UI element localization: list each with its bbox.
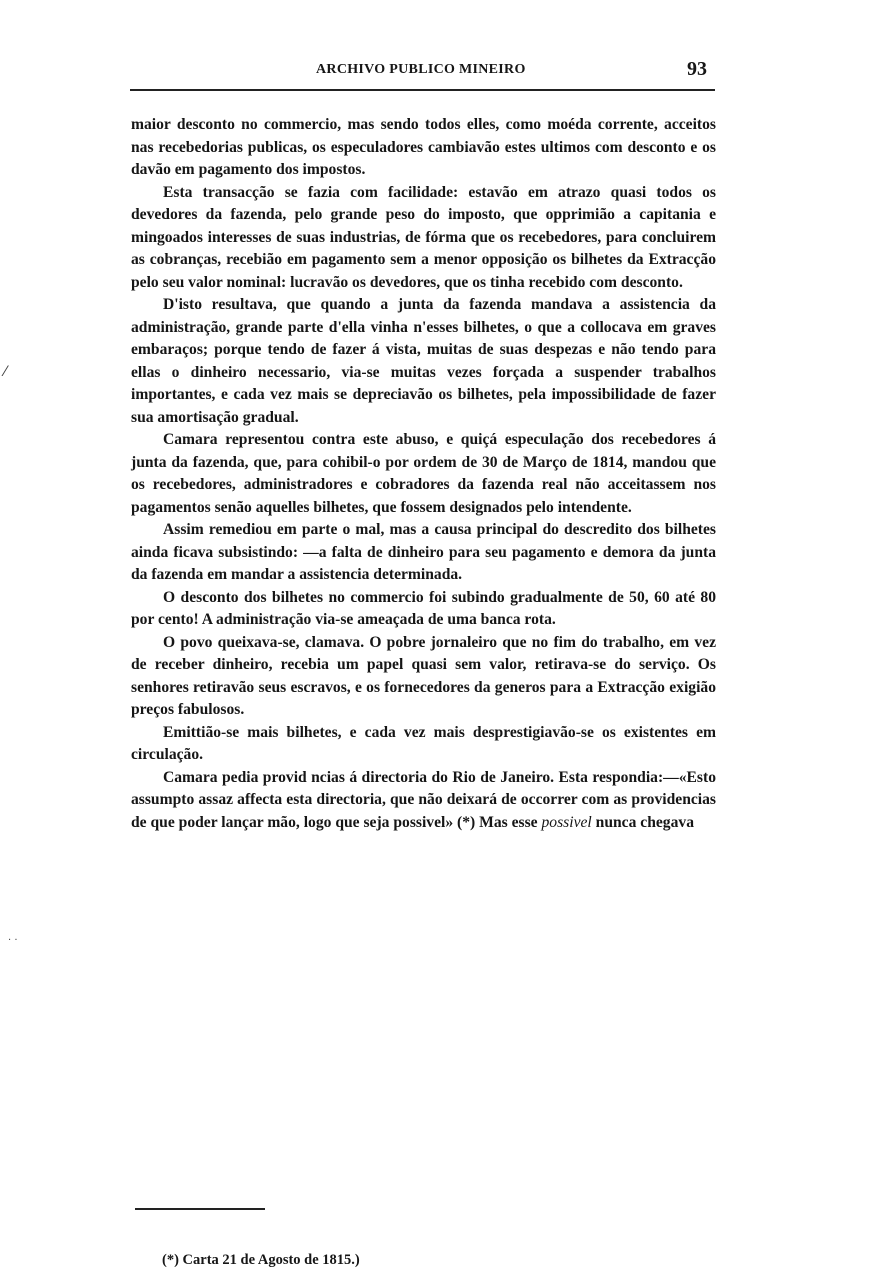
paragraph: O povo queixava-se, clamava. O pobre jornaleiro que no fim do trabalho, em vez de receber dinheiro, recebia um papel quasi sem valor, retirava-se do serviço. Os senhores retiravão seus escravos, e os fornecedores da generos para a Extracção exigião preços fabulosos. [131,633,716,718]
paragraph-text: Camara pedia provid ncias á directoria do Rio de Janeiro. Esta respondia:—«Esto assumpto assaz affecta esta directoria, que não deixará de occorrer com as providencias de que poder lançar mão, logo que seja possivel» (*) Mas esse [131,768,716,831]
footnote-rule [135,1208,265,1210]
paragraph: Emittião-se mais bilhetes, e cada vez mais desprestigiavão-se os existentes em circulação. [131,723,716,763]
paragraph-last [131,767,716,835]
paragraph: O desconto dos bilhetes no commercio foi subindo gradualmente de 50, 60 até 80 por cento! A administração via-se ameaçada de uma banca rota. [131,588,716,628]
page-header [130,58,715,84]
emphasis-text: possivel [541,813,592,831]
body-text [131,114,716,834]
margin-mark: · · [8,935,18,946]
page-number: 93 [687,58,707,80]
margin-mark: ⁄ [4,364,7,380]
paragraph: Camara representou contra este abuso, e quiçá especulação dos recebedores á junta da fazenda, que, para cohibil-o por ordem de 30 de Março de 1814, mandou que os recebedores, administradores e cobradores da fazenda real não acceitassem nos pagamentos senão aquelles bilhetes, que fossem designados pelo intendente. [131,431,716,516]
running-title: ARCHIVO PUBLICO MINEIRO [316,62,526,77]
paragraph: D'isto resultava, que quando a junta da fazenda mandava a assistencia da administração, grande parte d'ella vinha n'esses bilhetes, o que a collocava em graves embaraços; porque tendo de fazer á vista, muitas de suas despezas e não tendo para ellas o dinheiro necessario, via-se muitas vezes forçada a suspender trabalhos importantes, e cada vez mais se depreciavão os bilhetes, pela impossibilidade de fazer sua amortisação gradual. [131,296,716,426]
footnote: (*) Carta 21 de Agosto de 1815.) [162,1252,360,1268]
header-rule [130,89,715,91]
paragraph: maior desconto no commercio, mas sendo todos elles, como moéda corrente, acceitos nas recebedorias publicas, os especuladores cambiavão estes ultimos com desconto e os davão em pagamento dos impostos. [131,116,716,178]
paragraph-text: nunca chegava [591,813,694,831]
paragraph: Assim remediou em parte o mal, mas a causa principal do descredito dos bilhetes ainda ficava subsistindo: —a falta de dinheiro para seu pagamento e demora da junta da fazenda em mandar a assistencia determinada. [131,521,716,583]
paragraph: Esta transacção se fazia com facilidade: estavão em atrazo quasi todos os devedores da fazenda, pelo grande peso do imposto, que opprimião a capitania e mingoados interesses de suas industrias, de fórma que os recebedores, para concluirem as cobranças, recebião em pagamento sem a menor opposição os bilhetes da Extracção pelo seu valor nominal: lucravão os devedores, que os tinha recebido com desconto. [131,183,716,291]
